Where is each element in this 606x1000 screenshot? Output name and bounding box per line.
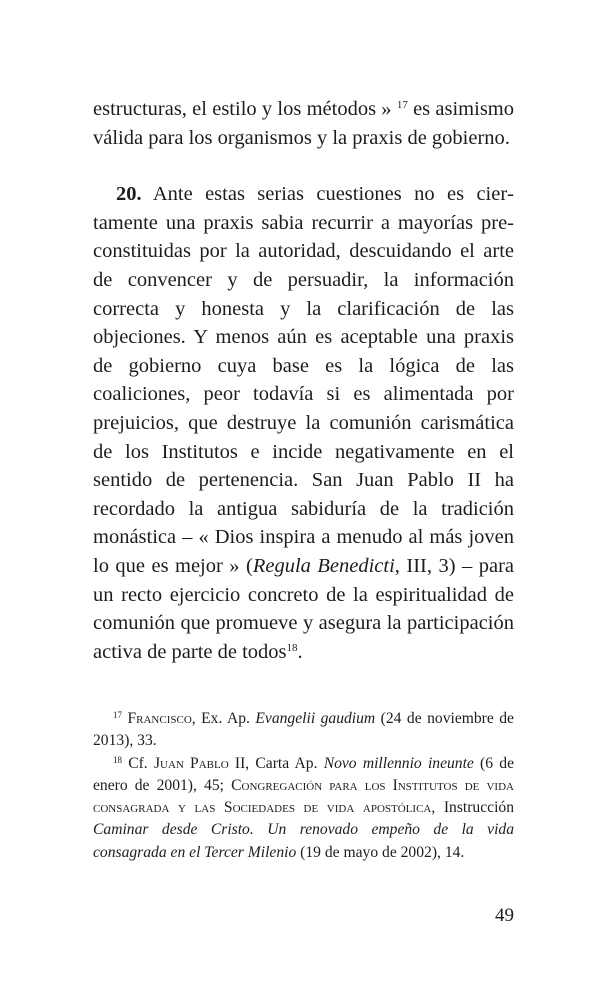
paragraph-text: , III, 3) – para un recto ejercicio concreto de la espiritualidad de comunión que promueve y asegura la participación activa de parte de todos (93, 554, 514, 663)
paragraph-text: Ante estas serias cuestiones no es ciertamente una praxis sabia recurrir a mayorías pre-constituidas por la autoridad, descuidando el arte de convencer y de persuadir, la información correcta y honesta y la clarificación de las objeciones. Y menos aún es aceptable una praxis de gobierno cuya base es la lógica de las coaliciones, peor todavía si es alimentada por prejuicios, que destruye la comunión carismática de los Institutos e incide negativamente en el sentido de pertenencia. San Juan Pablo II ha recordado la antigua sabiduría de la tradición monástica – « Dios inspira a menudo al más joven lo que es mejor » ( (93, 183, 514, 577)
footnote-text: (19 de mayo de 2002), 14. (296, 843, 465, 861)
footnote-title: Caminar desde Cristo. Un renovado empeño de la vida consagrada en el Tercer Milenio (93, 821, 514, 861)
footnote-number: 17 (113, 710, 122, 720)
footnote-title: Novo millennio ineunte (323, 754, 474, 772)
footnote-number: 18 (113, 754, 122, 765)
footnote-17 (93, 708, 514, 753)
paragraph-continuation (93, 95, 514, 152)
paragraph-text: es asimismo válida para los organismos y la praxis de gobierno. (93, 98, 514, 149)
paragraph-text: . (297, 640, 303, 663)
body-text (93, 95, 514, 666)
footnote-author: Juan Pablo (153, 754, 229, 772)
page-number: 49 (495, 905, 514, 926)
footnote-author: Francisco (127, 710, 192, 727)
footnotes (93, 708, 514, 864)
footnote-title: Evangelii gaudium (255, 710, 376, 727)
footnote-ref-18[interactable]: 18 (286, 641, 298, 654)
footnote-author: Congregación para los Institutos de vida consagrada y las Sociedades de vida apostólica (93, 776, 514, 817)
footnote-18 (93, 753, 514, 864)
paragraph-20 (93, 180, 514, 666)
paragraph-number: 20. (116, 183, 142, 206)
footnote-text: (6 de enero de 2001), 45; (93, 754, 514, 794)
footnote-text: , Ex. Ap. (191, 710, 256, 727)
cited-work: Regula Benedicti (252, 554, 395, 577)
footnote-text: , Instrucción (431, 799, 514, 817)
footnote-ref-17[interactable]: 17 (396, 99, 408, 111)
footnote-text: (24 de noviembre de 2013), 33. (93, 710, 514, 750)
footnote-text: II, Carta Ap. (228, 754, 324, 772)
paragraph-text: estructuras, el estilo y los métodos » (93, 98, 397, 120)
footnote-text: Cf. (122, 754, 154, 772)
